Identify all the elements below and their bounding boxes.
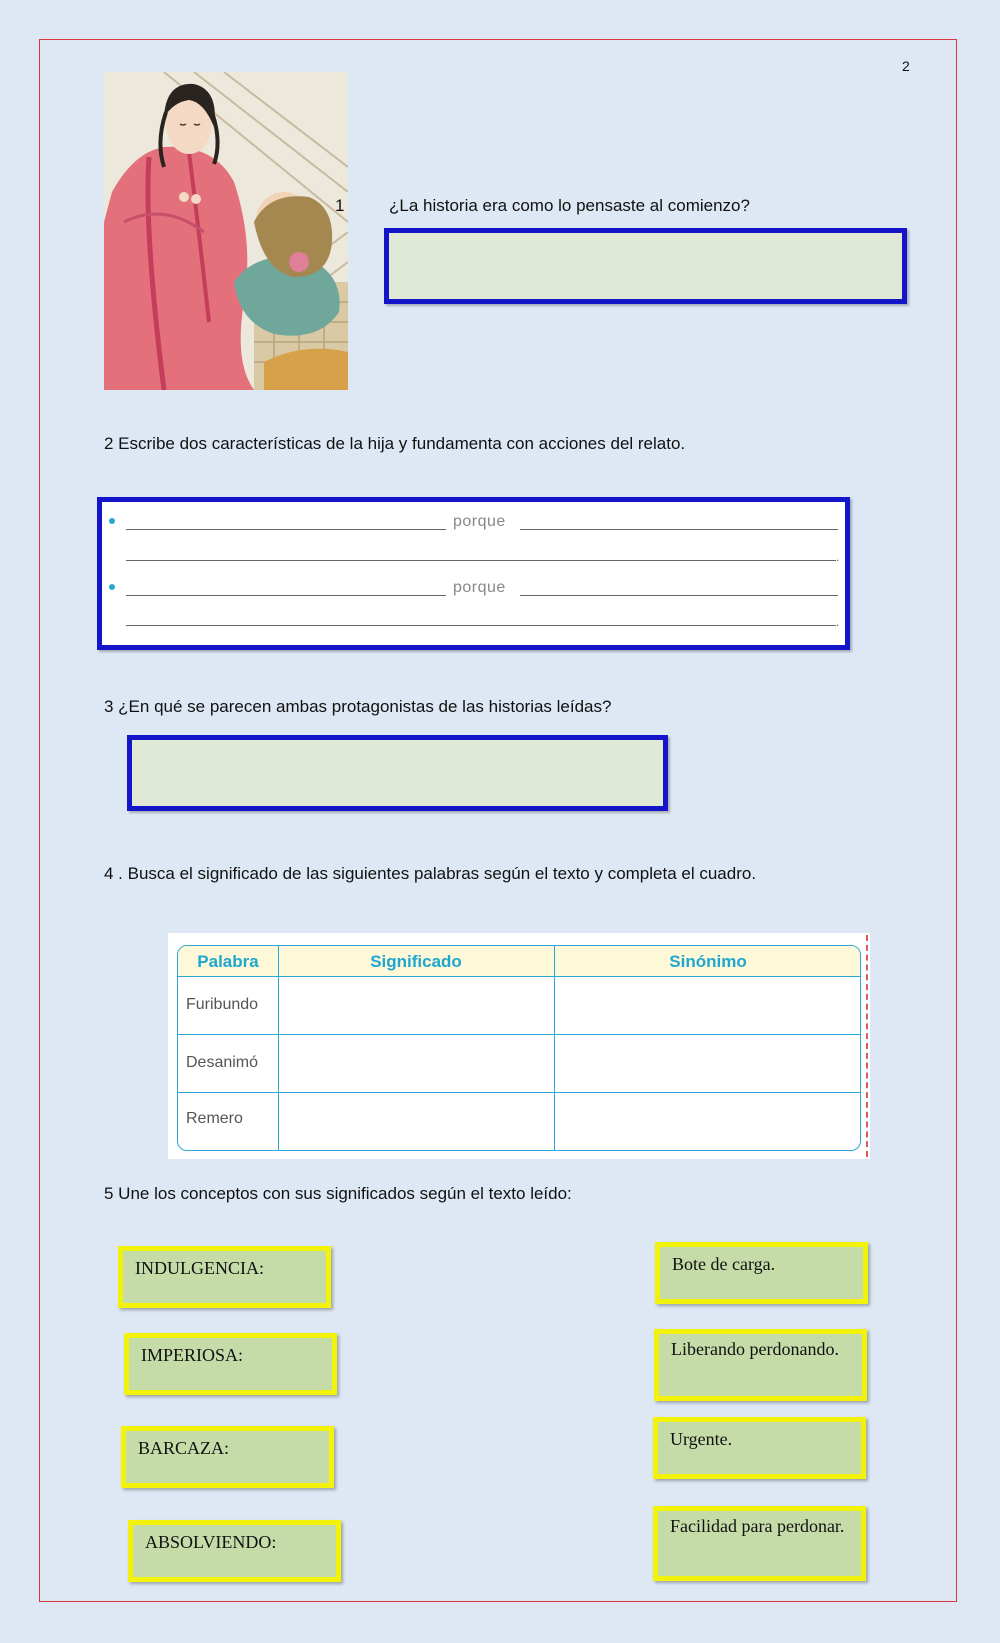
sinonimo-cell-1[interactable] <box>556 978 860 1033</box>
question-5-text: 5 Une los conceptos con sus significados según el texto leído: <box>104 1184 572 1203</box>
reason-2-line[interactable] <box>520 595 838 596</box>
reason-2-line-continued[interactable] <box>126 625 836 626</box>
characteristic-2-line[interactable] <box>126 595 446 596</box>
bullet-1 <box>109 518 115 524</box>
question-1-text: ¿La historia era como lo pensaste al comienzo? <box>389 196 750 215</box>
question-3-answer-box[interactable] <box>127 735 668 811</box>
porque-label-1: porque <box>453 513 506 530</box>
page-number: 2 <box>902 58 910 74</box>
concept-imperiosa[interactable]: IMPERIOSA: <box>124 1333 337 1395</box>
table-cut-edge <box>866 935 868 1157</box>
meaning-facilidad-para-perdonar[interactable]: Facilidad para perdonar. <box>653 1506 866 1581</box>
bullet-2 <box>109 584 115 590</box>
reason-1-line-continued[interactable] <box>126 560 836 561</box>
vocabulary-table <box>168 933 870 1159</box>
meaning-urgente[interactable]: Urgente. <box>653 1417 866 1479</box>
row-word-remero: Remero <box>186 1110 243 1127</box>
question-3-text: 3 ¿En qué se parecen ambas protagonistas de las historias leídas? <box>104 697 612 716</box>
header-significado: Significado <box>278 946 554 976</box>
period-mark-1: . <box>836 550 840 564</box>
period-mark-2: . <box>836 615 840 629</box>
story-illustration <box>104 72 348 390</box>
significado-cell-1[interactable] <box>280 978 552 1033</box>
meaning-liberando-perdonando[interactable]: Liberando perdonando. <box>654 1329 867 1401</box>
reason-1-line[interactable] <box>520 529 838 530</box>
header-sinonimo: Sinónimo <box>554 946 861 976</box>
question-1-number: 1 <box>335 196 345 215</box>
concept-indulgencia[interactable]: INDULGENCIA: <box>118 1246 331 1308</box>
question-1-answer-box[interactable] <box>384 228 907 304</box>
sinonimo-cell-2[interactable] <box>556 1036 860 1091</box>
question-4-text: 4 . Busca el significado de las siguientes palabras según el texto y completa el cuadro. <box>104 864 757 883</box>
characteristics-answer-box[interactable] <box>97 497 850 650</box>
porque-label-2: porque <box>453 579 506 596</box>
row-word-furibundo: Furibundo <box>186 996 259 1013</box>
significado-cell-3[interactable] <box>280 1094 552 1149</box>
concept-absolviendo[interactable]: ABSOLVIENDO: <box>128 1520 341 1582</box>
question-2-text: 2 Escribe dos características de la hija y fundamenta con acciones del relato. <box>104 434 686 453</box>
characteristic-1-line[interactable] <box>126 529 446 530</box>
header-palabra: Palabra <box>178 946 278 976</box>
row-word-desanimo: Desanimó <box>186 1054 259 1071</box>
meaning-bote-de-carga[interactable]: Bote de carga. <box>655 1242 868 1304</box>
significado-cell-2[interactable] <box>280 1036 552 1091</box>
concept-barcaza[interactable]: BARCAZA: <box>121 1426 334 1488</box>
sinonimo-cell-3[interactable] <box>556 1094 860 1149</box>
